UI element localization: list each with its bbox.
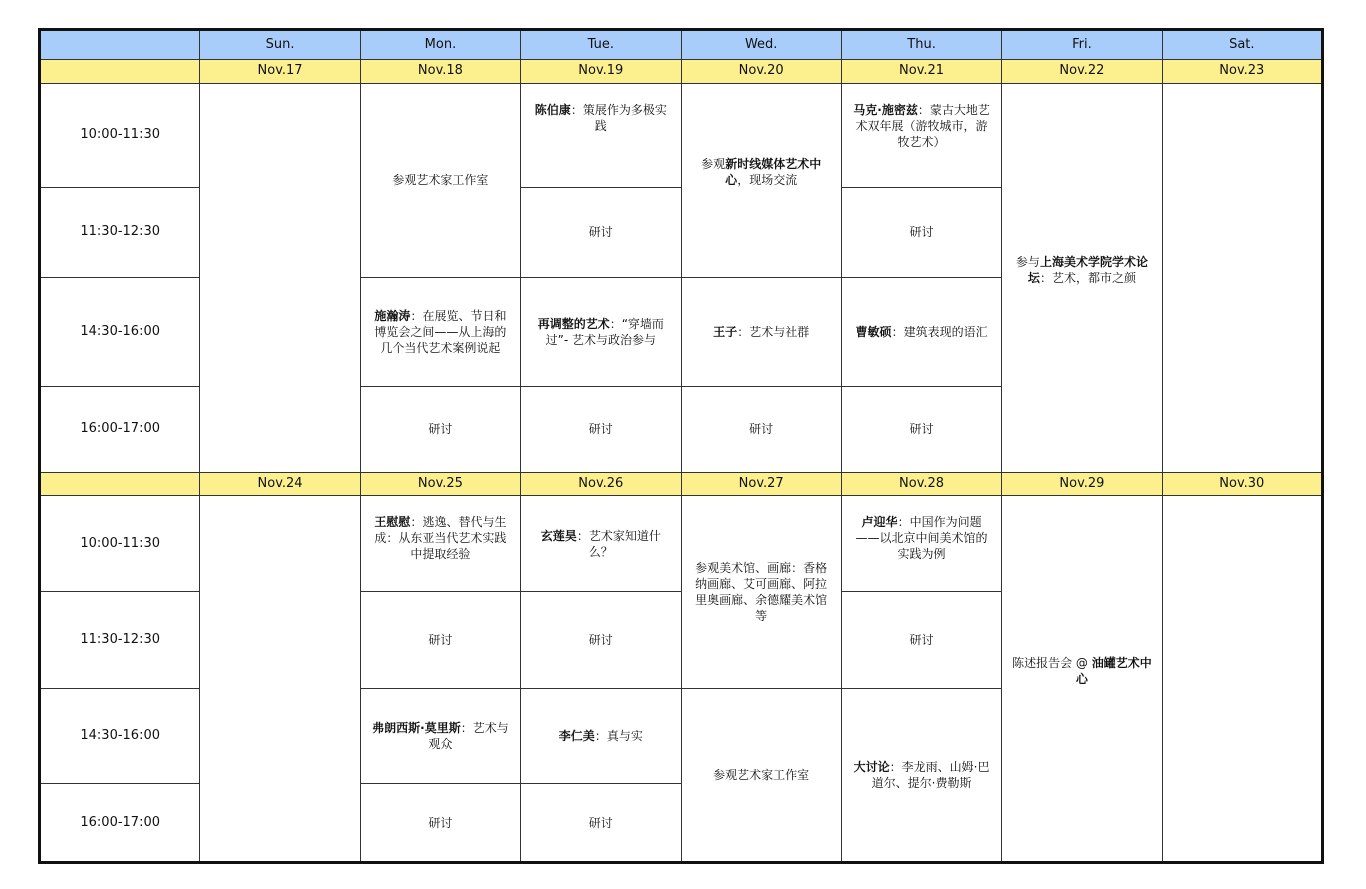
session-title: ：真与实	[594, 729, 643, 744]
week2-mon-slot1	[360, 496, 520, 592]
speaker-name: 马克·施密兹	[853, 102, 918, 117]
day-fri: Fri.	[1002, 30, 1162, 60]
session-title: ：在展览、节日和博览会之间——从上海的几个当代艺术案例说起	[374, 308, 507, 355]
week2-sun-cell	[200, 496, 360, 863]
date-cell: Nov.19	[521, 60, 681, 83]
week2-tue-slot2: 研讨	[521, 592, 681, 689]
week1-mon-slot3	[360, 277, 520, 386]
time-label: 11:30-12:30	[40, 187, 200, 277]
week2-tue-slot1	[521, 496, 681, 592]
session-title: ：逃逸、替代与生成：从东亚当代艺术实践中提取经验	[374, 515, 507, 561]
day-wed: Wed.	[681, 30, 841, 60]
week2-slot1-row	[40, 496, 1323, 592]
day-sun: Sun.	[200, 30, 360, 60]
week2-thu-slot1	[841, 496, 1001, 592]
time-label: 10:00-11:30	[40, 496, 200, 592]
session-text: 参观美术馆、画廊：香格纳画廊、艾可画廊、阿拉里奥画廊、余德耀美术馆等	[695, 561, 828, 624]
week2-mon-slot4: 研讨	[360, 784, 520, 863]
date-cell: Nov.17	[200, 60, 360, 83]
speaker-name: 李仁美	[558, 729, 595, 744]
time-label: 16:00-17:00	[40, 386, 200, 472]
week1-tue-slot4: 研讨	[521, 386, 681, 472]
date-cell: Nov.18	[360, 60, 520, 83]
session-title: ：策展作为多极实践	[570, 102, 667, 133]
day-tue: Tue.	[521, 30, 681, 60]
date-cell: Nov.28	[841, 472, 1001, 495]
week1-thu-slot4: 研讨	[841, 386, 1001, 472]
venue-name: 上海美术学院学术论坛	[1027, 254, 1148, 285]
week1-sat-cell	[1162, 83, 1322, 472]
schedule-table	[38, 28, 1324, 864]
session-title: ：艺术与观众	[428, 721, 509, 752]
day-sat: Sat.	[1162, 30, 1322, 60]
day-thu: Thu.	[841, 30, 1001, 60]
speaker-name: 王慰慰	[374, 515, 411, 529]
session-title: ：李龙雨、山姆·巴道尔、提尔·费勒斯	[871, 760, 990, 791]
week2-mon-slot2: 研讨	[360, 592, 520, 689]
week2-tue-slot4: 研讨	[521, 784, 681, 863]
date-cell: Nov.24	[200, 472, 360, 495]
date-cell: Nov.29	[1002, 472, 1162, 495]
date-corner	[40, 60, 200, 83]
week1-thu-slot3	[841, 277, 1001, 386]
week2-wed-am	[681, 496, 841, 689]
week1-thu-slot1	[841, 83, 1001, 187]
session-prefix: 参观	[701, 157, 726, 172]
week2-wed-pm: 参观艺术家工作室	[681, 689, 841, 863]
week1-wed-slot4: 研讨	[681, 386, 841, 472]
week1-wed-slot3	[681, 277, 841, 386]
speaker-name: 再调整的艺术	[537, 316, 610, 331]
date-corner	[40, 472, 200, 495]
day-mon: Mon.	[360, 30, 520, 60]
session-title: ：艺术家知道什么？	[576, 528, 661, 559]
speaker-name: 大讨论	[853, 760, 890, 775]
week2-mon-slot3	[360, 689, 520, 784]
week1-mon-slot4: 研讨	[360, 386, 520, 472]
week2-tue-slot3	[521, 689, 681, 784]
date-cell: Nov.26	[521, 472, 681, 495]
date-cell: Nov.20	[681, 60, 841, 83]
week1-thu-slot2: 研讨	[841, 187, 1001, 277]
speaker-name: 卢迎华	[861, 515, 898, 529]
session-text: 参观艺术家工作室	[392, 173, 489, 188]
speaker-name: 弗朗西斯·莫里斯	[372, 721, 461, 736]
week1-mon-am	[360, 83, 520, 277]
time-label: 14:30-16:00	[40, 277, 200, 386]
date-cell: Nov.30	[1162, 472, 1322, 495]
week2-fri-cell	[1002, 496, 1162, 863]
date-cell: Nov.25	[360, 472, 520, 495]
week1-tue-slot3	[521, 277, 681, 386]
date-cell: Nov.27	[681, 472, 841, 495]
speaker-name: 陈伯康	[534, 102, 571, 117]
date-cell: Nov.22	[1002, 60, 1162, 83]
session-title: ：艺术与社群	[737, 324, 810, 339]
week2-date-row	[40, 472, 1323, 495]
time-label: 16:00-17:00	[40, 784, 200, 863]
week1-wed-am	[681, 83, 841, 277]
venue-name: 油罐艺术中心	[1075, 655, 1152, 686]
session-title: ：中国作为问题——以北京中间美术馆的实践为例	[855, 515, 988, 561]
session-prefix: 参与	[1015, 254, 1040, 269]
corner-cell	[40, 30, 200, 60]
session-title: ：蒙古大地艺术双年展（游牧城市，游牧艺术）	[855, 102, 990, 149]
day-header-row	[40, 30, 1323, 60]
session-prefix: 陈述报告会 @	[1012, 655, 1092, 670]
week2-sat-cell	[1162, 496, 1322, 863]
session-title: ：“穿墙而过”- 艺术与政治参与	[545, 316, 664, 347]
speaker-name: 王子	[713, 324, 738, 339]
speaker-name: 曹敏硕	[855, 324, 892, 339]
week1-tue-slot2: 研讨	[521, 187, 681, 277]
time-label: 14:30-16:00	[40, 689, 200, 784]
time-label: 11:30-12:30	[40, 592, 200, 689]
session-title: ，现场交流	[737, 173, 798, 188]
week2-thu-pm	[841, 689, 1001, 863]
speaker-name: 施瀚涛	[374, 308, 411, 323]
session-title: ：艺术，都市之颜	[1039, 270, 1136, 285]
week1-tue-slot1	[521, 83, 681, 187]
date-cell: Nov.21	[841, 60, 1001, 83]
session-title: ：建筑表现的语汇	[891, 324, 988, 339]
speaker-name: 玄莲昊	[540, 528, 577, 543]
date-cell: Nov.23	[1162, 60, 1322, 83]
week1-date-row	[40, 60, 1323, 83]
week2-thu-slot2: 研讨	[841, 592, 1001, 689]
venue-name: 新时线媒体艺术中心	[725, 157, 822, 188]
week1-fri-cell	[1002, 83, 1162, 472]
week1-sun-cell	[200, 83, 360, 472]
time-label: 10:00-11:30	[40, 83, 200, 187]
week1-slot1-row	[40, 83, 1323, 187]
